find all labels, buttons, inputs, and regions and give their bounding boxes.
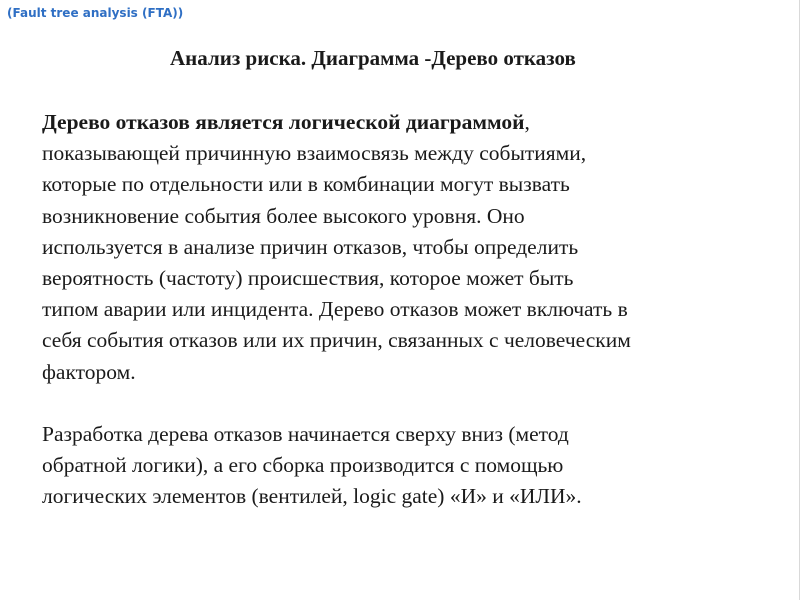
slide-title: Анализ риска. Диаграмма -Дерево отказов bbox=[170, 46, 576, 70]
definition-lead: Дерево отказов является логической диаграммой bbox=[42, 110, 525, 134]
paragraph-2-line-3: логических элементов (вентилей, logic gate) «И» и «ИЛИ». bbox=[42, 484, 582, 509]
body-text bbox=[42, 107, 787, 513]
paragraph-1-line-2: показывающей причинную взаимосвязь между событиями, bbox=[42, 141, 587, 166]
paragraph-1-line-9: фактором. bbox=[42, 359, 136, 384]
paragraph-2-line-1: Разработка дерева отказов начинается сверху вниз (метод bbox=[42, 422, 569, 447]
paragraph-1-line-4: возникновение события более высокого уровня. Оно bbox=[42, 203, 525, 228]
fta-tag: (Fault tree analysis (FTA)) bbox=[7, 6, 184, 20]
paragraph-1-line-1 bbox=[42, 107, 787, 138]
paragraph-1-line-5: используется в анализе причин отказов, чтобы определить bbox=[42, 234, 579, 259]
paragraph-1-line-6: вероятность (частоту) происшествия, которое может быть bbox=[42, 266, 574, 291]
paragraph-2-line-2: обратной логики), а его сборка производится с помощью bbox=[42, 453, 564, 478]
paragraph-1-line-7: типом аварии или инцидента. Дерево отказов может включать в bbox=[42, 297, 628, 322]
paragraph-1-line-8: себя события отказов или их причин, связанных с человеческим bbox=[42, 328, 631, 353]
paragraph-gap bbox=[42, 388, 787, 419]
paragraph-1-line-3: которые по отдельности или в комбинации могут вызвать bbox=[42, 172, 570, 197]
definition-lead-tail: , bbox=[524, 110, 530, 134]
